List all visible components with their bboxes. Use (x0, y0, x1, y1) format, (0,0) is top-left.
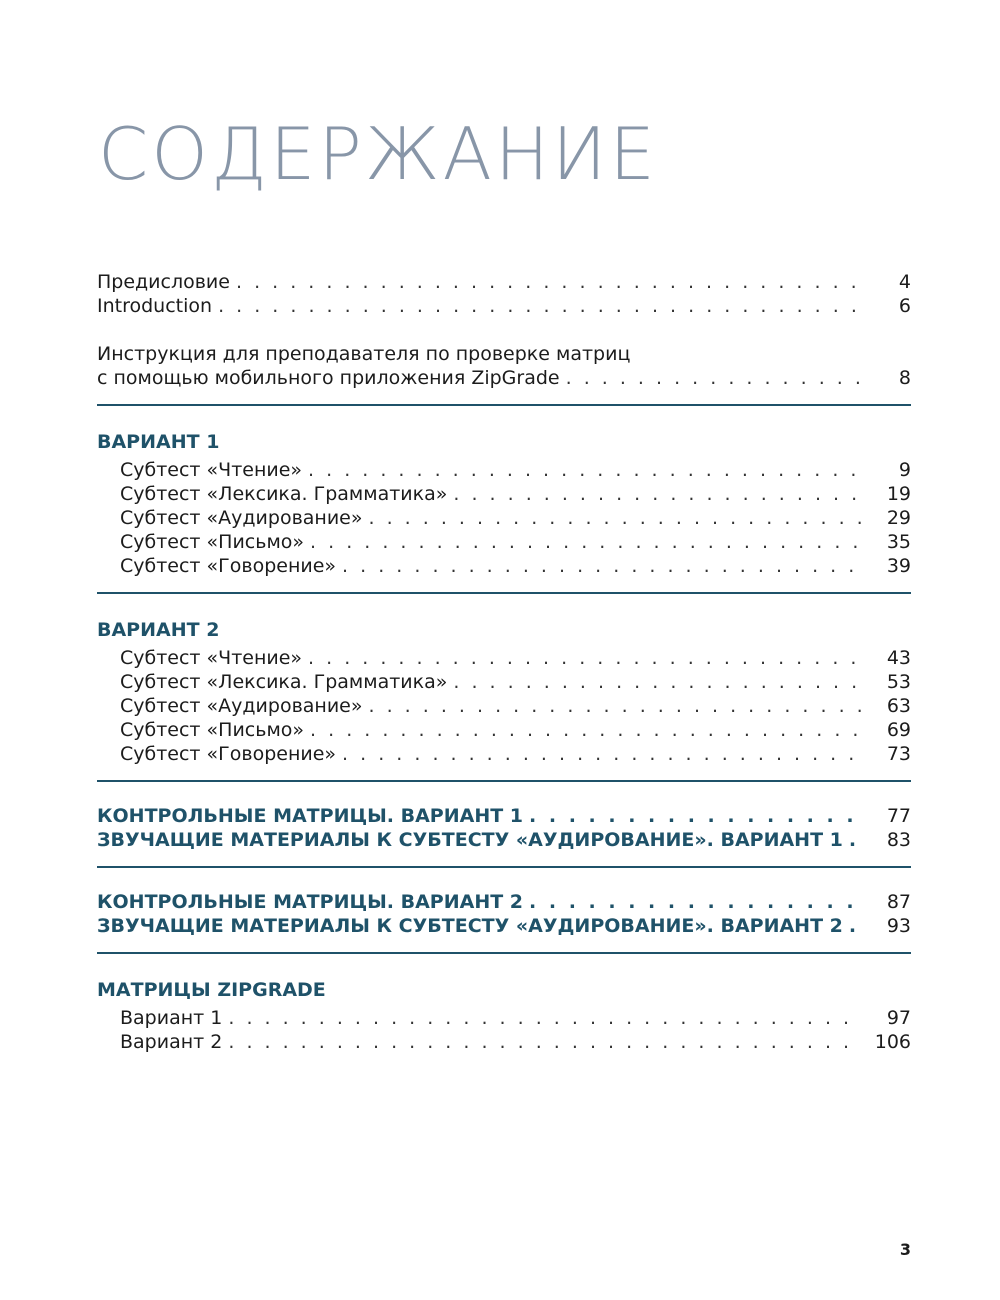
dot-leader (308, 646, 863, 670)
toc-entry-label: Субтест «Чтение» (120, 459, 303, 481)
dot-leader (228, 1030, 863, 1054)
toc-page-number: 77 (886, 805, 911, 827)
toc-page-number: 53 (886, 671, 911, 693)
toc-entry-label: Субтест «Письмо» (120, 719, 305, 741)
dot-leader (218, 294, 863, 318)
toc-entry-label: Субтест «Говорение» (120, 743, 337, 765)
toc-entry[interactable] (97, 1006, 911, 1030)
dot-leader (453, 670, 863, 694)
toc-entry-label: ЗВУЧАЩИЕ МАТЕРИАЛЫ К СУБТЕСТУ «АУДИРОВАНИЕ». ВАРИАНТ 1 (97, 829, 843, 851)
toc-page-number: 43 (886, 647, 911, 669)
toc-entry[interactable] (97, 646, 911, 670)
toc-page-number: 6 (898, 295, 911, 317)
toc-entry[interactable] (97, 670, 911, 694)
toc-matrices1-block (97, 794, 911, 862)
section-divider (97, 780, 911, 782)
toc-entry-label: КОНТРОЛЬНЫЕ МАТРИЦЫ. ВАРИАНТ 2 (97, 891, 524, 913)
toc-entry-instruction-line1[interactable]: Инструкция для преподавателя по проверке матриц (97, 343, 631, 365)
toc-entry[interactable] (97, 506, 911, 530)
toc-page-number: 39 (886, 555, 911, 577)
table-of-contents (97, 270, 911, 1064)
toc-entry[interactable] (97, 482, 911, 506)
toc-page-number: 93 (886, 915, 911, 937)
page-number: 3 (899, 1240, 911, 1259)
dot-leader (342, 554, 863, 578)
toc-page-number: 83 (886, 829, 911, 851)
dot-leader (529, 890, 863, 914)
dot-leader (308, 458, 863, 482)
dot-leader (529, 804, 863, 828)
toc-page-number: 87 (886, 891, 911, 913)
toc-entry[interactable] (97, 694, 911, 718)
toc-page-number: 4 (898, 271, 911, 293)
dot-leader (236, 270, 863, 294)
toc-entry-label: ЗВУЧАЩИЕ МАТЕРИАЛЫ К СУБТЕСТУ «АУДИРОВАНИЕ». ВАРИАНТ 2 (97, 915, 843, 937)
toc-page-number: 8 (898, 367, 911, 389)
toc-entry-control-matrices-2[interactable] (97, 890, 911, 914)
toc-entry[interactable] (97, 718, 911, 742)
dot-leader (228, 1006, 863, 1030)
toc-entry-label: Субтест «Письмо» (120, 531, 305, 553)
toc-page-number: 19 (886, 483, 911, 505)
toc-entry-label: Субтест «Лексика. Грамматика» (120, 483, 448, 505)
dot-leader (310, 530, 863, 554)
toc-entry[interactable] (97, 742, 911, 766)
toc-entry[interactable] (97, 530, 911, 554)
section-divider (97, 404, 911, 406)
toc-entry-audio-materials-2[interactable] (97, 914, 911, 938)
toc-entry-label: Вариант 1 (120, 1007, 223, 1029)
toc-entry-label: Субтест «Аудирование» (120, 507, 363, 529)
section-divider (97, 866, 911, 868)
toc-entry-introduction[interactable] (97, 294, 911, 318)
toc-intro-block (97, 270, 911, 400)
toc-page-number: 106 (874, 1031, 911, 1053)
spacer (97, 318, 911, 342)
toc-entry[interactable] (97, 554, 911, 578)
toc-variant2-block (97, 606, 911, 776)
toc-entry-label: Субтест «Аудирование» (120, 695, 363, 717)
toc-entry-control-matrices-1[interactable] (97, 804, 911, 828)
toc-variant1-block (97, 418, 911, 588)
dot-leader (566, 366, 863, 390)
section-heading-variant1[interactable]: ВАРИАНТ 1 (97, 431, 220, 453)
dot-leader (310, 718, 863, 742)
page-title: СОДЕРЖАНИЕ (98, 112, 658, 196)
toc-entry-preface[interactable] (97, 270, 911, 294)
section-divider (97, 592, 911, 594)
toc-page-number: 29 (886, 507, 911, 529)
dot-leader (369, 506, 863, 530)
toc-page-number: 63 (886, 695, 911, 717)
toc-matrices2-block (97, 880, 911, 948)
toc-entry-label: КОНТРОЛЬНЫЕ МАТРИЦЫ. ВАРИАНТ 1 (97, 805, 524, 827)
toc-page-number: 9 (898, 459, 911, 481)
toc-zipgrade-block (97, 966, 911, 1064)
dot-leader (453, 482, 863, 506)
toc-entry-label: Вариант 2 (120, 1031, 223, 1053)
toc-entry[interactable] (97, 1030, 911, 1054)
toc-entry-label: Introduction (97, 295, 213, 317)
toc-entry-instruction[interactable] (97, 366, 911, 390)
toc-entry[interactable] (97, 458, 911, 482)
toc-entry-label: с помощью мобильного приложения ZipGrade (97, 367, 560, 389)
dot-leader (342, 742, 863, 766)
section-divider (97, 952, 911, 954)
toc-page-number: 97 (886, 1007, 911, 1029)
toc-page-number: 73 (886, 743, 911, 765)
section-heading-zipgrade[interactable]: МАТРИЦЫ ZIPGRADE (97, 979, 326, 1001)
toc-page-number: 69 (886, 719, 911, 741)
dot-leader (849, 828, 863, 852)
toc-page-number: 35 (886, 531, 911, 553)
toc-entry-label: Субтест «Говорение» (120, 555, 337, 577)
dot-leader (369, 694, 863, 718)
toc-entry-label: Субтест «Лексика. Грамматика» (120, 671, 448, 693)
toc-entry-audio-materials-1[interactable] (97, 828, 911, 852)
section-heading-variant2[interactable]: ВАРИАНТ 2 (97, 619, 220, 641)
dot-leader (849, 914, 863, 938)
toc-entry-label: Предисловие (97, 271, 230, 293)
toc-entry-label: Субтест «Чтение» (120, 647, 303, 669)
